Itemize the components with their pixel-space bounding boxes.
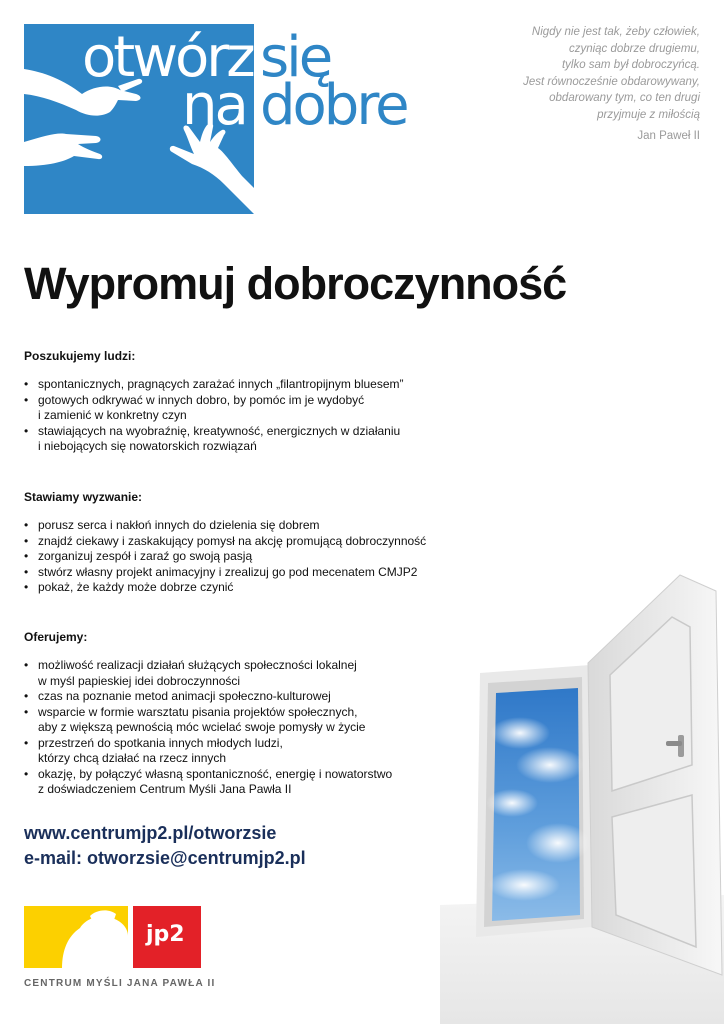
list-item-text: możliwość realizacji działań służących społeczności lokalnej	[38, 658, 357, 672]
logo-word-sie: się	[260, 25, 331, 90]
quote-line: tylko sam był dobroczyńcą.	[561, 59, 700, 71]
list-item-text: stawiających na wyobraźnię, kreatywność, energicznych w działaniu	[38, 423, 401, 438]
pope-silhouette-icon	[24, 906, 128, 968]
bullet-icon: •	[24, 564, 29, 579]
bullet-list	[24, 658, 464, 798]
website-link[interactable]: www.centrumjp2.pl/otworzsie	[24, 823, 277, 843]
jp2-logo-text: jp2	[146, 922, 185, 947]
list-item	[24, 705, 464, 736]
organization-name: CENTRUM MYŚLI JANA PAWŁA II	[24, 978, 216, 989]
list-item	[24, 534, 464, 550]
pope-quote	[440, 24, 700, 123]
bullet-icon: •	[24, 533, 29, 548]
list-item	[24, 767, 464, 798]
logo-word-na: na	[182, 73, 246, 138]
bullet-list	[24, 518, 464, 596]
email-link[interactable]: e-mail: otworzsie@centrumjp2.pl	[24, 848, 306, 868]
list-item-text: czas na poznanie metod animacji społeczno-kulturowej	[38, 689, 331, 703]
quote-line: Jest równocześnie obdarowywany,	[523, 75, 700, 88]
bullet-icon: •	[24, 689, 29, 703]
list-item-text: którzy chcą działać na rzecz innych	[38, 751, 227, 765]
quote-line: obdarowany tym, co ten drugi	[549, 92, 700, 104]
list-item-text: w myśl papieskiej idei dobroczynności	[38, 673, 241, 688]
list-item-text: pokaż, że każdy może dobrze czynić	[38, 580, 234, 594]
section-offer	[24, 630, 464, 798]
quote-author: Jan Paweł II	[637, 130, 700, 142]
list-item	[24, 689, 464, 705]
section-heading: Oferujemy:	[24, 630, 88, 644]
bullet-list	[24, 377, 464, 455]
list-item-text: gotowych odkrywać w innych dobro, by pomóc im je wydobyć	[38, 392, 365, 407]
bullet-icon: •	[24, 658, 29, 672]
logo-word-dobre: dobre	[260, 73, 407, 138]
bullet-icon: •	[24, 423, 29, 438]
list-item-text: i niebojących się nowatorskich rozwiązań	[38, 439, 257, 453]
contact-links	[24, 821, 306, 871]
jp2-logo	[133, 906, 201, 968]
section-challenge	[24, 490, 464, 596]
list-item	[24, 393, 464, 424]
bullet-icon: •	[24, 704, 29, 719]
quote-line: czyniąc dobrze drugiemu,	[568, 42, 700, 55]
list-item-text: z doświadczeniem Centrum Myśli Jana Pawła II	[38, 782, 292, 796]
section-heading: Stawiamy wyzwanie:	[24, 490, 143, 504]
logo-word-otworz: otwórz	[82, 25, 253, 90]
list-item-text: stwórz własny projekt animacyjny i zrealizuj go pod mecenatem CMJP2	[38, 564, 418, 579]
list-item	[24, 580, 464, 596]
list-item	[24, 518, 464, 534]
list-item-text: porusz serca i nakłoń innych do dzielenia się dobrem	[38, 518, 320, 532]
quote-line: przyjmuje z miłością	[597, 108, 700, 121]
list-item	[24, 658, 464, 689]
list-item-text: i zamienić w konkretny czyn	[38, 408, 187, 422]
section-seeking	[24, 349, 464, 455]
list-item	[24, 377, 464, 393]
list-item	[24, 549, 464, 565]
list-item-text: znajdź ciekawy i zaskakujący pomysł na akcję promującą dobroczynność	[38, 533, 427, 548]
bullet-icon: •	[24, 735, 29, 750]
cmjp2-logo-yellow	[24, 906, 128, 968]
list-item	[24, 736, 464, 767]
bullet-icon: •	[24, 580, 29, 594]
bullet-icon: •	[24, 766, 29, 781]
quote-line: Nigdy nie jest tak, żeby człowiek,	[531, 26, 700, 38]
list-item	[24, 424, 464, 455]
bullet-icon: •	[24, 549, 29, 563]
list-item-text: spontanicznych, pragnących zarażać innych „filantropijnym bluesem”	[38, 377, 404, 391]
open-door-illustration	[440, 555, 724, 1024]
list-item-text: zorganizuj zespół i zaraź go swoją pasją	[38, 549, 253, 563]
list-item-text: przestrzeń do spotkania innych młodych ludzi,	[38, 735, 283, 750]
list-item-text: okazję, by połączyć własną spontaniczność, energię i nowatorstwo	[38, 766, 393, 781]
list-item-text: aby z większą pewnością móc wcielać swoje pomysły w życie	[38, 720, 366, 734]
bullet-icon: •	[24, 518, 29, 532]
section-heading: Poszukujemy ludzi:	[24, 349, 136, 363]
list-item	[24, 565, 464, 581]
campaign-logo	[24, 24, 407, 214]
bullet-icon: •	[24, 377, 29, 391]
list-item-text: wsparcie w formie warsztatu pisania projektów społecznych,	[38, 704, 358, 719]
bullet-icon: •	[24, 392, 29, 407]
page-title: Wypromuj dobroczynność	[24, 258, 567, 309]
